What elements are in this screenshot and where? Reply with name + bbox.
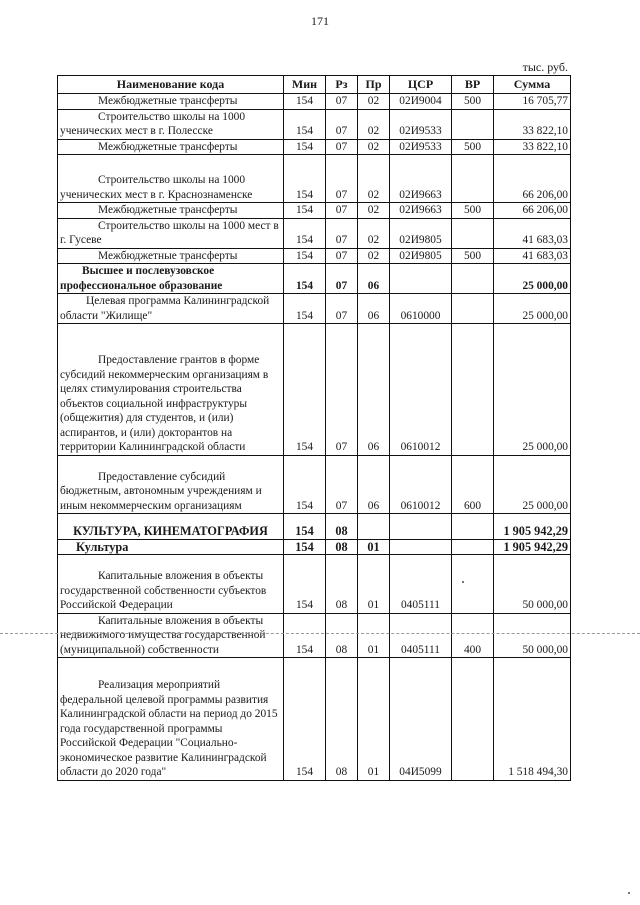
row-vr	[452, 514, 494, 540]
row-vr	[452, 109, 494, 139]
row-csr	[390, 514, 452, 540]
row-rz: 08	[326, 514, 358, 540]
scan-dot	[628, 892, 630, 894]
row-vr	[452, 294, 494, 324]
row-rz: 08	[326, 658, 358, 781]
page-fold-line	[0, 633, 640, 634]
row-rz: 07	[326, 324, 358, 456]
row-rz: 07	[326, 155, 358, 203]
row-csr: 04И5099	[390, 658, 452, 781]
row-pr: 01	[358, 539, 390, 555]
row-vr: 500	[452, 203, 494, 219]
table-row	[58, 139, 571, 155]
row-sum: 66 206,00	[494, 155, 571, 203]
row-csr: 02И9663	[390, 155, 452, 203]
table-row	[58, 613, 571, 658]
row-name: Предоставление грантов в форме субсидий некоммерческим организациям в целях стимулирования строительства объектов социальной инфраструктуры (общежития) для студентов, и (или) аспирантов, и (или) докторантов на территории Калининградской области	[58, 324, 284, 456]
row-vr: 500	[452, 94, 494, 110]
row-rz: 08	[326, 613, 358, 658]
row-csr	[390, 539, 452, 555]
page-number: 171	[311, 14, 329, 28]
header-sum: Сумма	[494, 76, 571, 94]
row-min: 154	[284, 539, 326, 555]
row-csr: 02И9663	[390, 203, 452, 219]
row-rz: 07	[326, 139, 358, 155]
row-sum: 1 518 494,30	[494, 658, 571, 781]
budget-table	[57, 75, 571, 781]
row-csr: 02И9533	[390, 139, 452, 155]
row-vr	[452, 264, 494, 294]
table-row	[58, 324, 571, 456]
row-min: 154	[284, 294, 326, 324]
row-csr: 02И9805	[390, 248, 452, 264]
row-name: Межбюджетные трансферты	[58, 203, 284, 219]
header-vr: ВР	[452, 76, 494, 94]
row-rz: 07	[326, 218, 358, 248]
units-label: тыс. руб.	[522, 60, 568, 74]
row-vr: 400	[452, 613, 494, 658]
row-rz: 07	[326, 455, 358, 514]
row-min: 154	[284, 109, 326, 139]
row-sum: 25 000,00	[494, 264, 571, 294]
row-sum: 16 705,77	[494, 94, 571, 110]
row-name: КУЛЬТУРА, КИНЕМАТОГРАФИЯ	[58, 514, 284, 540]
row-min: 154	[284, 94, 326, 110]
table-row	[58, 555, 571, 614]
table-row-section	[58, 264, 571, 294]
table-header-row	[58, 76, 571, 94]
row-csr: 0405111	[390, 613, 452, 658]
row-vr	[452, 539, 494, 555]
row-sum: 41 683,03	[494, 218, 571, 248]
row-min: 154	[284, 514, 326, 540]
row-name: Капитальные вложения в объекты недвижимого имущества государственной (муниципальной) собственности	[58, 613, 284, 658]
row-pr: 02	[358, 248, 390, 264]
row-pr: 06	[358, 324, 390, 456]
scan-dot	[462, 581, 464, 583]
row-csr: 02И9004	[390, 94, 452, 110]
row-sum: 50 000,00	[494, 555, 571, 614]
table-row	[58, 455, 571, 514]
row-pr: 01	[358, 555, 390, 614]
row-sum: 33 822,10	[494, 109, 571, 139]
table-row	[58, 218, 571, 248]
row-min: 154	[284, 218, 326, 248]
row-name: Реализация мероприятий федеральной целевой программы развития Калининградской области на период до 2015 года государственной программы Российской Федерации "Социально-экономическое развитие Калининградской области до 2020 года"	[58, 658, 284, 781]
row-vr	[452, 324, 494, 456]
row-min: 154	[284, 324, 326, 456]
row-sum: 66 206,00	[494, 203, 571, 219]
row-csr	[390, 264, 452, 294]
row-rz: 07	[326, 248, 358, 264]
table-row	[58, 294, 571, 324]
row-vr	[452, 658, 494, 781]
header-rz: Рз	[326, 76, 358, 94]
row-pr: 01	[358, 613, 390, 658]
row-name: Культура	[58, 539, 284, 555]
row-name: Капитальные вложения в объекты государственной собственности субъектов Российской Федерации	[58, 555, 284, 614]
row-name: Строительство школы на 1000 ученических мест в г. Полесске	[58, 109, 284, 139]
row-name: Высшее и послевузовское профессиональное образование	[58, 264, 284, 294]
header-name: Наименование кода	[58, 76, 284, 94]
row-pr: 06	[358, 294, 390, 324]
row-min: 154	[284, 613, 326, 658]
header-csr: ЦСР	[390, 76, 452, 94]
row-rz: 07	[326, 94, 358, 110]
row-rz: 08	[326, 539, 358, 555]
row-min: 154	[284, 155, 326, 203]
row-min: 154	[284, 248, 326, 264]
row-rz: 07	[326, 294, 358, 324]
header-pr: Пр	[358, 76, 390, 94]
row-min: 154	[284, 658, 326, 781]
row-csr: 0610000	[390, 294, 452, 324]
row-csr: 0405111	[390, 555, 452, 614]
row-pr: 02	[358, 94, 390, 110]
table-row	[58, 203, 571, 219]
table-row	[58, 248, 571, 264]
row-csr: 0610012	[390, 455, 452, 514]
row-pr: 01	[358, 658, 390, 781]
row-pr: 06	[358, 264, 390, 294]
row-vr: 600	[452, 455, 494, 514]
row-vr: 500	[452, 139, 494, 155]
table-row-section	[58, 514, 571, 540]
header-min: Мин	[284, 76, 326, 94]
row-rz: 07	[326, 264, 358, 294]
row-name: Строительство школы на 1000 мест в г. Гусеве	[58, 218, 284, 248]
row-name: Межбюджетные трансферты	[58, 248, 284, 264]
row-pr: 02	[358, 203, 390, 219]
row-rz: 08	[326, 555, 358, 614]
row-pr: 02	[358, 139, 390, 155]
row-min: 154	[284, 139, 326, 155]
row-sum: 41 683,03	[494, 248, 571, 264]
row-sum: 50 000,00	[494, 613, 571, 658]
row-sum: 25 000,00	[494, 294, 571, 324]
row-pr	[358, 514, 390, 540]
row-pr: 02	[358, 109, 390, 139]
row-sum: 1 905 942,29	[494, 514, 571, 540]
table-row-section	[58, 539, 571, 555]
row-pr: 02	[358, 155, 390, 203]
row-pr: 06	[358, 455, 390, 514]
row-vr: 500	[452, 248, 494, 264]
row-vr	[452, 218, 494, 248]
row-sum: 1 905 942,29	[494, 539, 571, 555]
row-vr	[452, 555, 494, 614]
row-rz: 07	[326, 203, 358, 219]
row-sum: 25 000,00	[494, 455, 571, 514]
row-name: Межбюджетные трансферты	[58, 139, 284, 155]
row-csr: 02И9533	[390, 109, 452, 139]
table-row	[58, 155, 571, 203]
row-min: 154	[284, 455, 326, 514]
row-sum: 25 000,00	[494, 324, 571, 456]
table-row	[58, 109, 571, 139]
row-min: 154	[284, 203, 326, 219]
row-pr: 02	[358, 218, 390, 248]
row-min: 154	[284, 264, 326, 294]
table-row	[58, 658, 571, 781]
row-name: Строительство школы на 1000 ученических мест в г. Краснознаменске	[58, 155, 284, 203]
row-min: 154	[284, 555, 326, 614]
row-name: Целевая программа Калининградской области "Жилище"	[58, 294, 284, 324]
row-csr: 02И9805	[390, 218, 452, 248]
row-vr	[452, 155, 494, 203]
table-row	[58, 94, 571, 110]
row-name: Межбюджетные трансферты	[58, 94, 284, 110]
row-rz: 07	[326, 109, 358, 139]
row-name: Предоставление субсидий бюджетным, автономным учреждениям и иным некоммерческим организациям	[58, 455, 284, 514]
row-csr: 0610012	[390, 324, 452, 456]
row-sum: 33 822,10	[494, 139, 571, 155]
